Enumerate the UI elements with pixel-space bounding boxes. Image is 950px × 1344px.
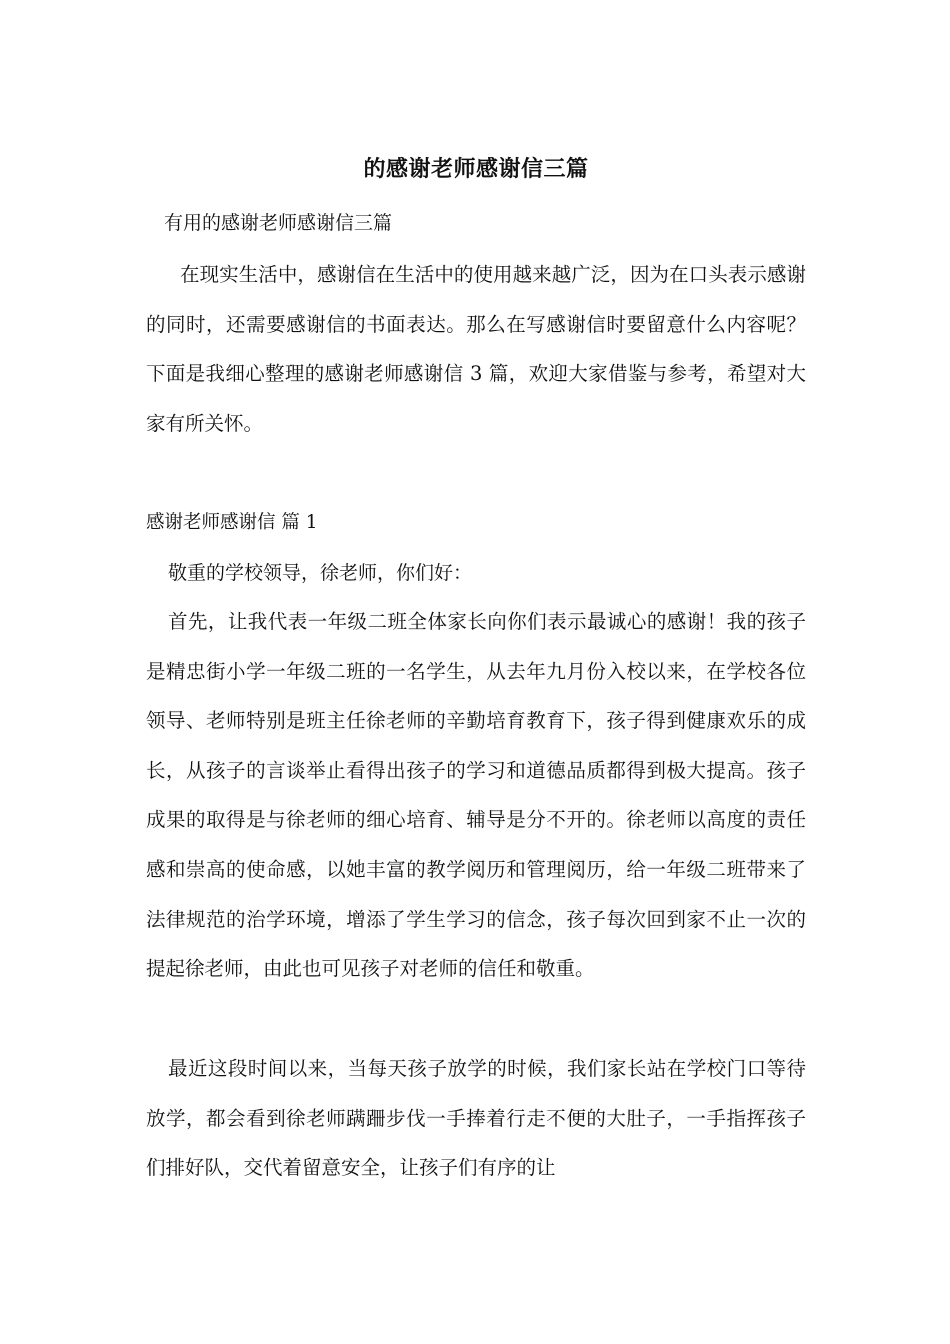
letter-greeting: 敬重的学校领导，徐老师，你们好： [168, 562, 473, 584]
section-heading: 感谢老师感谢信 篇 1 [146, 512, 318, 533]
letter-paragraph-2: 最近这段时间以来，当每天孩子放学的时候，我们家长站在学校门口等待放学，都会看到徐老师蹒跚步伐一手捧着行走不便的大肚子，一手指挥孩子们排好队，交代着留意安全，让孩子们有序的让 [146, 1057, 806, 1180]
letter-paragraph-1: 首先，让我代表一年级二班全体家长向你们表示最诚心的感谢！我的孩子是精忠街小学一年级二班的一名学生，从去年九月份入校以来，在学校各位领导、老师特别是班主任徐老师的辛勤培育教育下，孩子得到健康欢乐的成长，从孩子的言谈举止看得出孩子的学习和道德品质都得到极大提高。孩子成果的取得是与徐老师的细心培育、辅导是分不开的。徐老师以高度的责任感和崇高的使命感，以她丰富的教学阅历和管理阅历，给一年级二班带来了法律规范的治学环境，增添了学生学习的信念，孩子每次回到家不止一次的提起徐老师，由此也可见孩子对老师的信任和敬重。 [146, 610, 806, 981]
document-subtitle: 有用的感谢老师感谢信三篇 [164, 212, 393, 234]
intro-paragraph: 在现实生活中，感谢信在生活中的使用越来越广泛，因为在口头表示感谢的同时，还需要感谢信的书面表达。那么在写感谢信时要留意什么内容呢？下面是我细心整理的感谢老师感谢信 3 篇，欢迎大家借鉴与参考，希望对大家有所关怀。 [146, 263, 806, 435]
document-title: 的感谢老师感谢信三篇 [363, 156, 589, 182]
